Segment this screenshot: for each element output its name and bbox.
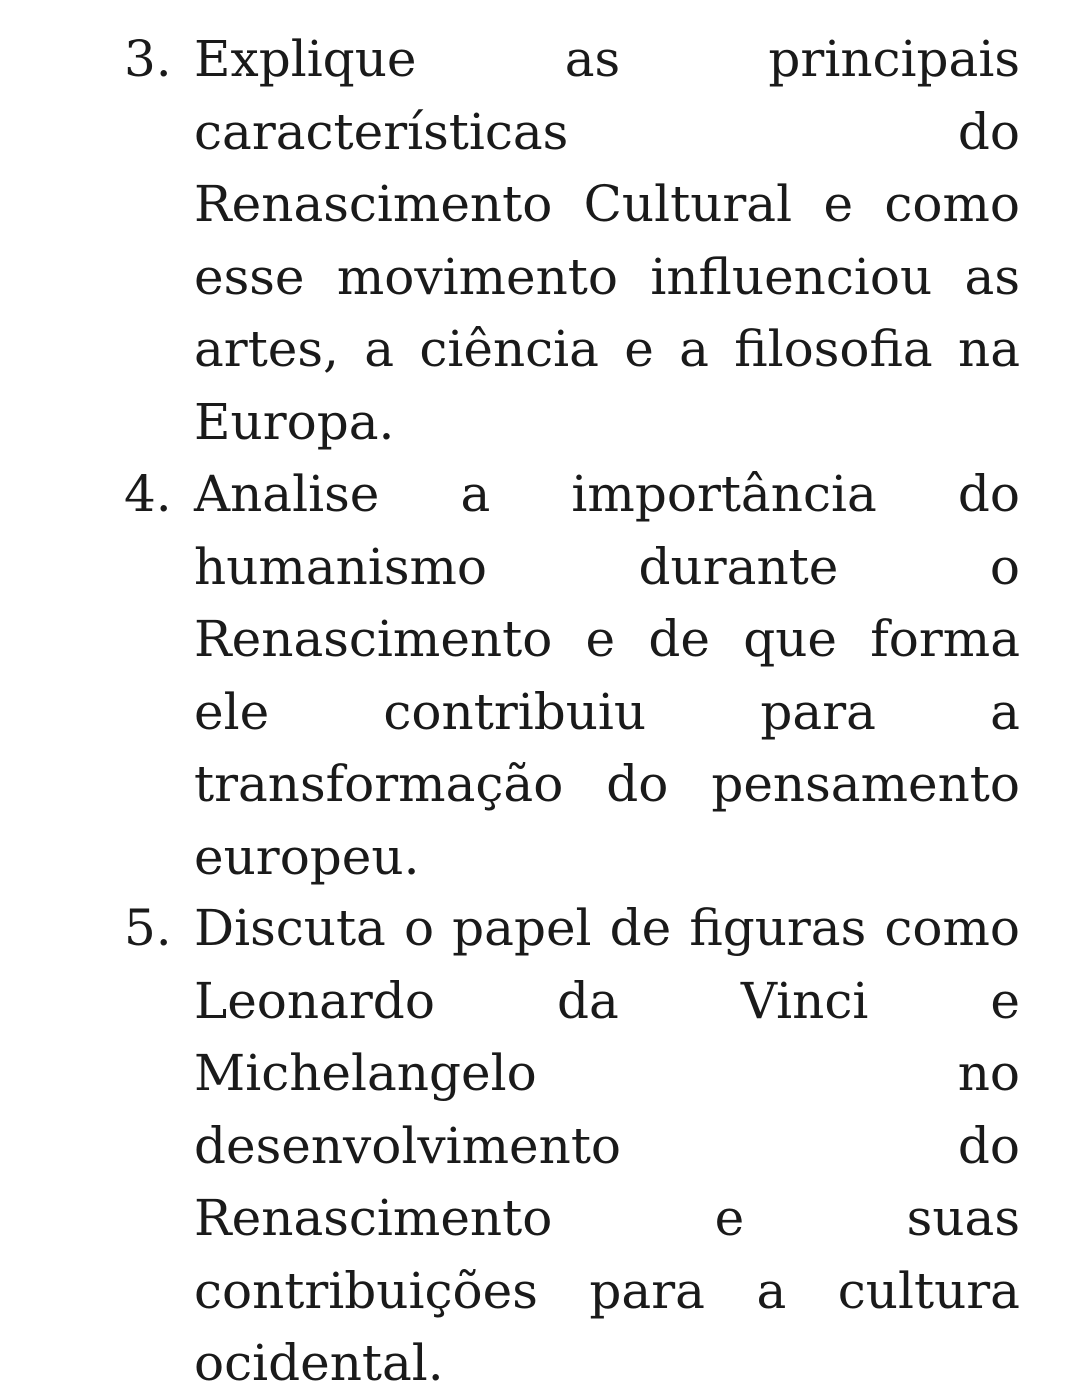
- question-text: Analise a importância do humanismo durante o Renascimento e de que forma ele contribuiu para a transformação do pensamento europeu.: [194, 465, 1020, 886]
- question-text: Discuta o papel de figuras como Leonardo da Vinci e Michelangelo no desenvolvimento do Renascimento e suas contribuições para a cultura ocidental.: [194, 899, 1020, 1392]
- question-item: [124, 892, 1020, 1400]
- question-item: [124, 23, 1020, 458]
- question-number: 3.: [124, 30, 172, 88]
- question-item: [124, 458, 1020, 893]
- question-text: Explique as principais características do Renascimento Cultural e como esse movimento influenciou as artes, a ciência e a filosofia na Europa.: [194, 30, 1020, 451]
- question-number: 5.: [124, 899, 172, 957]
- question-number: 4.: [124, 465, 172, 523]
